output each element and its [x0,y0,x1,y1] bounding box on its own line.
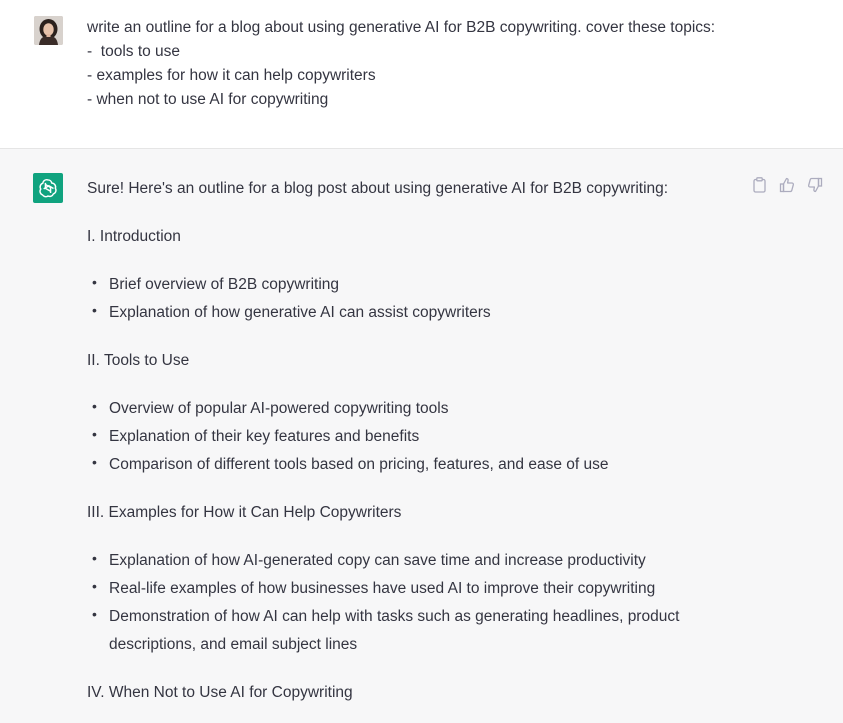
clipboard-icon [752,177,767,193]
section-heading: I. Introduction [87,228,181,245]
section-heading: II. Tools to Use [87,352,190,369]
list-item: • Explanation of how AI-generated copy can save time and increase productivity [87,547,737,575]
thumbs-up-icon [779,177,795,193]
thumbs-up-button[interactable] [779,177,795,193]
user-photo-icon [34,16,63,45]
user-line: - examples for how it can help copywriters [87,67,376,84]
thumbs-down-button[interactable] [807,177,823,193]
section-bullet-list [87,395,737,479]
list-item: • Overview of popular AI-powered copywriting tools [87,395,737,423]
section-heading: III. Examples for How it Can Help Copywriters [87,504,402,521]
copy-button[interactable] [751,177,767,193]
user-line: - when not to use AI for copywriting [87,91,329,108]
list-item: • Demonstration of how AI can help with tasks such as generating headlines, product descriptions, and email subject lines [87,603,737,659]
list-item: • Brief overview of B2B copywriting [87,271,737,299]
user-message-text [87,16,807,112]
assistant-message-text [87,175,737,707]
thumbs-down-icon [807,177,823,193]
assistant-avatar [33,173,63,203]
list-item: • Explanation of their key features and benefits [87,423,737,451]
user-line: - tools to use [87,43,181,60]
list-item: • Explanation of how generative AI can assist copywriters [87,299,737,327]
user-avatar [34,16,63,45]
user-message-row [0,0,843,149]
section-bullet-list [87,547,737,659]
assistant-intro: Sure! Here's an outline for a blog post about using generative AI for B2B copywriting: [87,180,669,197]
message-actions [751,177,823,193]
assistant-message-row [0,149,843,723]
section-heading: IV. When Not to Use AI for Copywriting [87,684,353,701]
list-item: • Real-life examples of how businesses have used AI to improve their copywriting [87,575,737,603]
user-line: write an outline for a blog about using generative AI for B2B copywriting. cover these topics: [87,19,716,36]
openai-logo-icon [37,177,59,199]
section-bullet-list [87,271,737,327]
list-item: • Comparison of different tools based on pricing, features, and ease of use [87,451,737,479]
